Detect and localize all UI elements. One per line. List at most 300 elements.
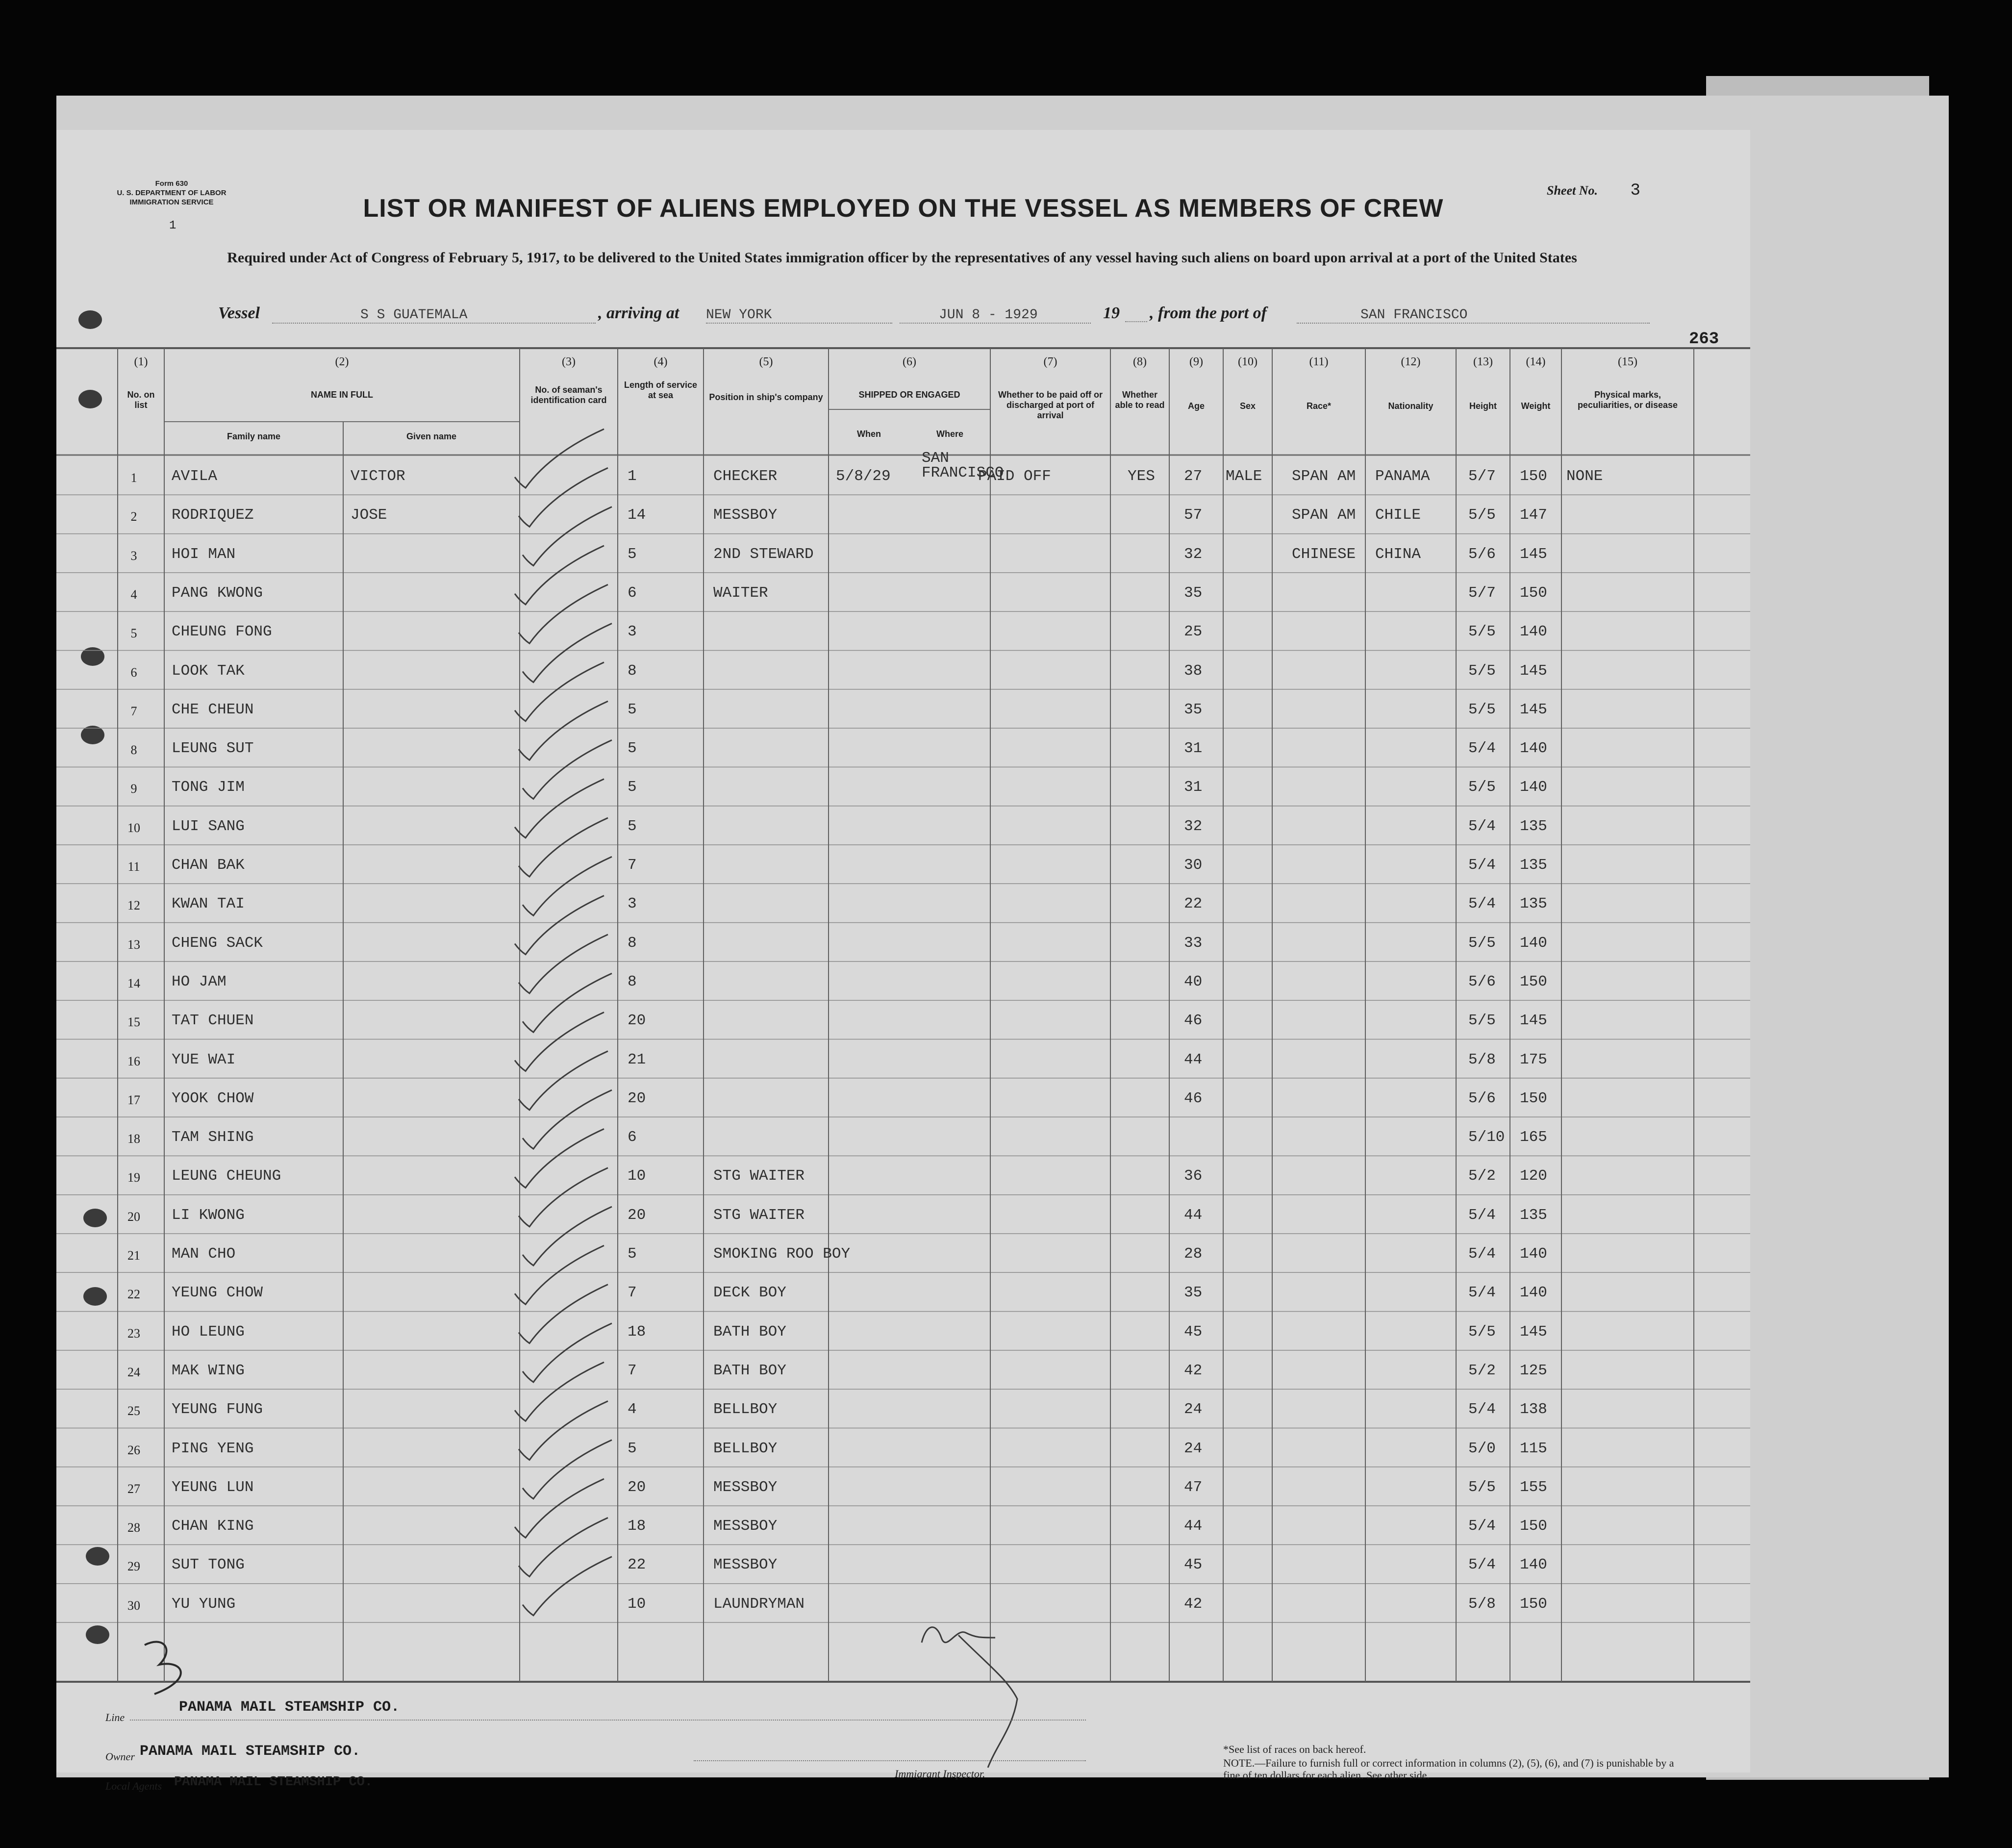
cell-service-length: 4 xyxy=(628,1401,637,1418)
page-number: 263 xyxy=(1689,330,1719,349)
header-nationality: Nationality xyxy=(1388,401,1434,411)
check-mark xyxy=(519,468,608,527)
cell-height: 5/7 xyxy=(1468,468,1496,485)
cell-weight: 140 xyxy=(1520,1245,1547,1263)
cell-weight: 150 xyxy=(1520,973,1547,990)
cell-age: 27 xyxy=(1184,468,1203,485)
cell-height: 5/4 xyxy=(1468,857,1496,874)
cell-age: 44 xyxy=(1184,1051,1203,1068)
header-no-on-list: No. on list xyxy=(127,390,155,410)
cell-row-number: 6 xyxy=(130,665,137,680)
cell-position: LAUNDRYMAN xyxy=(713,1595,805,1613)
cell-family-name: TAM SHING xyxy=(172,1129,254,1146)
cell-weight: 145 xyxy=(1520,1323,1547,1341)
cell-family-name: LI KWONG xyxy=(172,1206,245,1224)
manifest-sheet xyxy=(56,130,1750,1792)
cell-family-name: YEUNG LUN xyxy=(172,1478,254,1496)
cell-height: 5/10 xyxy=(1468,1129,1505,1146)
cell-age: 35 xyxy=(1184,701,1203,718)
header-able-read: Whether able to read xyxy=(1115,390,1165,410)
cell-height: 5/5 xyxy=(1468,506,1496,524)
cell-weight: 140 xyxy=(1520,623,1547,641)
cell-service-length: 5 xyxy=(628,1440,637,1457)
cell-age: 45 xyxy=(1184,1323,1203,1341)
cell-row-number: 22 xyxy=(127,1287,140,1302)
cell-weight: 145 xyxy=(1520,701,1547,718)
cell-age: 45 xyxy=(1184,1556,1203,1574)
cell-weight: 140 xyxy=(1520,779,1547,796)
check-mark xyxy=(523,1207,612,1266)
cell-service-length: 20 xyxy=(628,1206,646,1224)
colnum-14: (14) xyxy=(1526,355,1546,368)
cell-age: 46 xyxy=(1184,1089,1203,1107)
cell-family-name: RODRIQUEZ xyxy=(172,506,254,524)
form-number: Form 630 xyxy=(155,179,188,188)
cell-service-length: 21 xyxy=(628,1051,646,1068)
cell-family-name: CHE CHEUN xyxy=(172,701,254,718)
cell-height: 5/6 xyxy=(1468,973,1496,990)
inspector-line xyxy=(694,1760,1086,1761)
service: IMMIGRATION SERVICE xyxy=(129,198,214,206)
check-mark xyxy=(519,1051,608,1110)
inspector-signature xyxy=(922,1627,1017,1768)
check-mark xyxy=(523,507,612,566)
cell-height: 5/5 xyxy=(1468,779,1496,796)
cell-family-name: PING YENG xyxy=(172,1440,254,1457)
cell-height: 5/4 xyxy=(1468,1556,1496,1574)
colnum-1: (1) xyxy=(134,355,148,368)
cell-height: 5/5 xyxy=(1468,934,1496,952)
cell-weight: 135 xyxy=(1520,1206,1547,1224)
cell-age: 46 xyxy=(1184,1012,1203,1030)
cell-family-name: YUE WAI xyxy=(172,1051,236,1068)
cell-family-name: CHENG SACK xyxy=(172,934,263,952)
colnum-15: (15) xyxy=(1618,355,1637,368)
check-mark xyxy=(519,701,608,760)
header-race: Race* xyxy=(1306,401,1332,411)
header-when: When xyxy=(857,429,881,439)
colnum-13: (13) xyxy=(1473,355,1493,368)
cell-row-number: 27 xyxy=(127,1481,140,1496)
cell-row-number: 15 xyxy=(127,1015,140,1030)
cell-row-number: 13 xyxy=(127,937,140,952)
check-mark xyxy=(519,1285,608,1343)
cell-family-name: LEUNG SUT xyxy=(172,740,254,758)
cell-paid-off: PAID OFF xyxy=(978,468,1051,485)
cell-position: BATH BOY xyxy=(713,1323,786,1341)
cell-weight: 155 xyxy=(1520,1478,1547,1496)
cell-family-name: AVILA xyxy=(172,468,218,485)
check-mark xyxy=(515,546,604,605)
cell-age: 44 xyxy=(1184,1518,1203,1535)
cell-when: 5/8/29 xyxy=(836,468,891,485)
cell-service-length: 1 xyxy=(628,468,637,485)
cell-nationality: CHINA xyxy=(1375,545,1421,563)
cell-height: 5/7 xyxy=(1468,584,1496,602)
cell-weight: 175 xyxy=(1520,1051,1547,1068)
cell-weight: 125 xyxy=(1520,1362,1547,1379)
check-mark xyxy=(519,1168,608,1227)
cell-where: SAN FRANCISCO xyxy=(922,450,1004,481)
cell-row-number: 10 xyxy=(127,820,140,835)
cell-service-length: 20 xyxy=(628,1089,646,1107)
cell-age: 31 xyxy=(1184,779,1203,796)
cell-family-name: SUT TONG xyxy=(172,1556,245,1574)
cell-height: 5/6 xyxy=(1468,545,1496,563)
cell-height: 5/5 xyxy=(1468,1012,1496,1030)
cell-weight: 135 xyxy=(1520,895,1547,913)
line-value: PANAMA MAIL STEAMSHIP CO. xyxy=(179,1699,400,1716)
cell-position: MESSBOY xyxy=(713,1478,778,1496)
cell-position: WAITER xyxy=(713,584,768,602)
cell-family-name: YEUNG FUNG xyxy=(172,1401,263,1418)
check-mark xyxy=(515,662,604,721)
note-text: NOTE.—Failure to furnish full or correct information in columns (2), (5), (6), and (7) is punishable by a fine of ten dollars for each alien. See other side. xyxy=(1223,1757,1674,1781)
colnum-3: (3) xyxy=(562,355,576,368)
header-position: Position in ship's company xyxy=(709,392,823,402)
cell-weight: 150 xyxy=(1520,1089,1547,1107)
cell-row-number: 20 xyxy=(127,1209,140,1224)
cell-height: 5/5 xyxy=(1468,701,1496,718)
agents-value: PANAMA MAIL STEAMSHIP CO. xyxy=(174,1775,373,1790)
header-sex: Sex xyxy=(1239,401,1256,411)
cell-family-name: HO JAM xyxy=(172,973,226,990)
cell-weight: 145 xyxy=(1520,545,1547,563)
cell-height: 5/2 xyxy=(1468,1167,1496,1185)
cell-service-length: 5 xyxy=(628,701,637,718)
cell-height: 5/5 xyxy=(1468,662,1496,680)
cell-service-length: 5 xyxy=(628,1245,637,1263)
from-port-value: SAN FRANCISCO xyxy=(1297,307,1650,324)
cell-age: 24 xyxy=(1184,1401,1203,1418)
cell-service-length: 6 xyxy=(628,584,637,602)
pencil-checkmarks xyxy=(56,130,1750,1772)
cell-row-number: 21 xyxy=(127,1248,140,1263)
cell-family-name: YEUNG CHOW xyxy=(172,1284,263,1302)
colnum-6: (6) xyxy=(903,355,916,368)
handwritten-mark xyxy=(145,1642,181,1694)
cell-service-length: 7 xyxy=(628,1362,637,1379)
department: U. S. DEPARTMENT OF LABOR xyxy=(117,189,226,197)
header-given-name: Given name xyxy=(406,431,457,441)
check-mark xyxy=(515,779,604,838)
vessel-value: S S GUATEMALA xyxy=(272,307,596,324)
check-mark xyxy=(523,1557,612,1616)
colnum-7: (7) xyxy=(1043,355,1057,368)
cell-height: 5/8 xyxy=(1468,1051,1496,1068)
cell-age: 30 xyxy=(1184,857,1203,874)
cell-age: 33 xyxy=(1184,934,1203,952)
cell-height: 5/4 xyxy=(1468,817,1496,835)
cell-row-number: 25 xyxy=(127,1404,140,1418)
check-mark xyxy=(523,624,612,683)
cell-weight: 120 xyxy=(1520,1167,1547,1185)
cell-service-length: 18 xyxy=(628,1323,646,1341)
cell-age: 35 xyxy=(1184,1284,1203,1302)
vessel-label: Vessel xyxy=(218,304,260,322)
cell-weight: 165 xyxy=(1520,1129,1547,1146)
check-mark xyxy=(523,740,612,799)
check-mark xyxy=(515,1129,604,1188)
cell-service-length: 6 xyxy=(628,1129,637,1146)
cell-height: 5/4 xyxy=(1468,895,1496,913)
header-id-card: No. of seaman's identification card xyxy=(530,385,607,405)
cell-family-name: MAK WING xyxy=(172,1362,245,1379)
cell-age: 42 xyxy=(1184,1595,1203,1613)
cell-position: SMOKING ROO BOY xyxy=(713,1245,851,1263)
line-underline xyxy=(130,1720,1086,1721)
cell-row-number: 30 xyxy=(127,1598,140,1613)
cell-given-name: JOSE xyxy=(351,506,387,524)
cell-service-length: 10 xyxy=(628,1595,646,1613)
cell-family-name: CHAN BAK xyxy=(172,857,245,874)
cell-service-length: 8 xyxy=(628,662,637,680)
cell-family-name: MAN CHO xyxy=(172,1245,236,1263)
cell-row-number: 1 xyxy=(130,471,137,485)
cell-age: 31 xyxy=(1184,740,1203,758)
cell-height: 5/4 xyxy=(1468,1245,1496,1263)
cell-service-length: 10 xyxy=(628,1167,646,1185)
cell-family-name: YOOK CHOW xyxy=(172,1089,254,1107)
cell-age: 32 xyxy=(1184,817,1203,835)
cell-age: 36 xyxy=(1184,1167,1203,1185)
cell-row-number: 24 xyxy=(127,1365,140,1379)
cell-age: 22 xyxy=(1184,895,1203,913)
cell-service-length: 5 xyxy=(628,545,637,563)
header-where: Where xyxy=(936,429,963,439)
cell-weight: 140 xyxy=(1520,1284,1547,1302)
arriving-label: , arriving at xyxy=(598,304,679,322)
from-label: , from the port of xyxy=(1150,304,1267,322)
cell-weight: 145 xyxy=(1520,1012,1547,1030)
cell-age: 24 xyxy=(1184,1440,1203,1457)
colnum-9: (9) xyxy=(1189,355,1203,368)
cell-service-length: 7 xyxy=(628,857,637,874)
cell-age: 25 xyxy=(1184,623,1203,641)
cell-weight: 150 xyxy=(1520,1595,1547,1613)
header-family-name: Family name xyxy=(226,431,281,441)
cell-family-name: KWAN TAI xyxy=(172,895,245,913)
cell-row-number: 3 xyxy=(130,548,137,563)
header-weight: Weight xyxy=(1521,401,1551,411)
check-mark xyxy=(523,857,612,915)
check-mark xyxy=(519,584,608,643)
cell-service-length: 3 xyxy=(628,895,637,913)
cell-height: 5/4 xyxy=(1468,1401,1496,1418)
cell-age: 42 xyxy=(1184,1362,1203,1379)
cell-service-length: 3 xyxy=(628,623,637,641)
cell-row-number: 23 xyxy=(127,1326,140,1341)
cell-position: BATH BOY xyxy=(713,1362,786,1379)
cell-height: 5/5 xyxy=(1468,1478,1496,1496)
cell-position: BELLBOY xyxy=(713,1401,778,1418)
cell-height: 5/2 xyxy=(1468,1362,1496,1379)
arriving-value: NEW YORK xyxy=(706,307,892,324)
check-mark xyxy=(519,935,608,993)
cell-family-name: TAT CHUEN xyxy=(172,1012,254,1030)
cell-height: 5/5 xyxy=(1468,623,1496,641)
check-mark xyxy=(523,1323,612,1382)
inspector-label: Immigrant Inspector. xyxy=(895,1768,985,1780)
cell-weight: 147 xyxy=(1520,506,1547,524)
cell-weight: 140 xyxy=(1520,934,1547,952)
cell-row-number: 14 xyxy=(127,976,140,990)
cell-age: 35 xyxy=(1184,584,1203,602)
cell-weight: 135 xyxy=(1520,817,1547,835)
agents-label: Local Agents xyxy=(105,1780,162,1792)
cell-service-length: 5 xyxy=(628,779,637,796)
cell-weight: 115 xyxy=(1520,1440,1547,1457)
cell-able-read: YES xyxy=(1128,468,1155,485)
cell-position: BELLBOY xyxy=(713,1440,778,1457)
check-mark xyxy=(523,973,612,1032)
owner-value: PANAMA MAIL STEAMSHIP CO. xyxy=(140,1743,361,1760)
cell-height: 5/4 xyxy=(1468,1206,1496,1224)
note-races: *See list of races on back hereof. xyxy=(1223,1743,1366,1755)
cell-service-length: 8 xyxy=(628,973,637,990)
cell-race: SPAN AM xyxy=(1292,506,1356,524)
cell-family-name: YU YUNG xyxy=(172,1595,236,1613)
cell-service-length: 20 xyxy=(628,1478,646,1496)
cell-race: CHINESE xyxy=(1292,545,1356,563)
cell-position: 2ND STEWARD xyxy=(713,545,814,563)
cell-family-name: LEUNG CHEUNG xyxy=(172,1167,281,1185)
cell-position: MESSBOY xyxy=(713,1518,778,1535)
cell-weight: 135 xyxy=(1520,857,1547,874)
header-shipped: SHIPPED OR ENGAGED xyxy=(858,390,960,400)
cell-weight: 150 xyxy=(1520,1518,1547,1535)
cell-row-number: 29 xyxy=(127,1559,140,1574)
cell-service-length: 5 xyxy=(628,817,637,835)
cell-height: 5/5 xyxy=(1468,1323,1496,1341)
cell-row-number: 12 xyxy=(127,898,140,913)
cell-position: CHECKER xyxy=(713,468,778,485)
cell-age: 40 xyxy=(1184,973,1203,990)
cell-family-name: HOI MAN xyxy=(172,545,236,563)
cell-family-name: HO LEUNG xyxy=(172,1323,245,1341)
cell-row-number: 19 xyxy=(127,1170,140,1185)
check-mark xyxy=(515,896,604,955)
header-length-service: Length of service at sea xyxy=(624,380,698,400)
cell-family-name: LUI SANG xyxy=(172,817,245,835)
header-height: Height xyxy=(1469,401,1497,411)
check-mark xyxy=(523,1090,612,1149)
cell-service-length: 18 xyxy=(628,1518,646,1535)
cell-nationality: CHILE xyxy=(1375,506,1421,524)
cell-service-length: 22 xyxy=(628,1556,646,1574)
cell-position: DECK BOY xyxy=(713,1284,786,1302)
cell-weight: 150 xyxy=(1520,584,1547,602)
check-mark xyxy=(515,1013,604,1071)
cell-nationality: PANAMA xyxy=(1375,468,1430,485)
cell-height: 5/6 xyxy=(1468,1089,1496,1107)
check-mark xyxy=(515,1362,604,1421)
sheet-value: 3 xyxy=(1630,181,1640,200)
arrival-date: JUN 8 - 1929 xyxy=(900,307,1091,324)
colnum-4: (4) xyxy=(654,355,668,368)
cell-service-length: 20 xyxy=(628,1012,646,1030)
check-mark xyxy=(523,1440,612,1499)
line-label: Line xyxy=(105,1711,125,1723)
cell-row-number: 17 xyxy=(127,1092,140,1107)
cell-age: 38 xyxy=(1184,662,1203,680)
cell-age: 57 xyxy=(1184,506,1203,524)
check-mark xyxy=(515,429,604,488)
cell-family-name: CHAN KING xyxy=(172,1518,254,1535)
colnum-8: (8) xyxy=(1133,355,1147,368)
cell-family-name: PANG KWONG xyxy=(172,584,263,602)
cell-row-number: 9 xyxy=(130,782,137,796)
cell-row-number: 26 xyxy=(127,1443,140,1457)
check-mark xyxy=(515,1245,604,1304)
cell-age: 44 xyxy=(1184,1206,1203,1224)
cell-service-length: 7 xyxy=(628,1284,637,1302)
cell-row-number: 11 xyxy=(127,860,140,874)
cell-height: 5/4 xyxy=(1468,740,1496,758)
colnum-2: (2) xyxy=(335,355,349,368)
page-subtitle: Required under Act of Congress of February 5, 1917, to be delivered to the United States immigration officer by the representatives of any vessel having such aliens on board upon arrival at a port of the United States xyxy=(227,250,1577,266)
cell-service-length: 5 xyxy=(628,740,637,758)
cell-given-name: VICTOR xyxy=(351,468,405,485)
cell-family-name: LOOK TAK xyxy=(172,662,245,680)
cell-service-length: 14 xyxy=(628,506,646,524)
cell-race: SPAN AM xyxy=(1292,468,1356,485)
cell-row-number: 2 xyxy=(130,509,137,524)
cell-weight: 150 xyxy=(1520,468,1547,485)
check-mark xyxy=(519,818,608,877)
cell-weight: 140 xyxy=(1520,1556,1547,1574)
cell-row-number: 28 xyxy=(127,1520,140,1535)
colnum-10: (10) xyxy=(1238,355,1258,368)
year-label: 19 xyxy=(1103,304,1120,322)
colnum-5: (5) xyxy=(759,355,773,368)
cell-position: STG WAITER xyxy=(713,1206,805,1224)
page-title: LIST OR MANIFEST OF ALIENS EMPLOYED ON THE VESSEL AS MEMBERS OF CREW xyxy=(363,194,1444,223)
cell-position: MESSBOY xyxy=(713,506,778,524)
colnum-12: (12) xyxy=(1401,355,1421,368)
check-mark xyxy=(519,1518,608,1576)
cell-family-name: CHEUNG FONG xyxy=(172,623,272,641)
cell-weight: 140 xyxy=(1520,740,1547,758)
margin-mark: 1 xyxy=(169,219,176,232)
sheet-label: Sheet No. xyxy=(1547,183,1598,198)
cell-height: 5/4 xyxy=(1468,1518,1496,1535)
header-name-in-full: NAME IN FULL xyxy=(311,390,373,400)
cell-position: STG WAITER xyxy=(713,1167,805,1185)
cell-family-name: TONG JIM xyxy=(172,779,245,796)
cell-height: 5/0 xyxy=(1468,1440,1496,1457)
cell-sex: MALE xyxy=(1226,468,1262,485)
check-mark xyxy=(519,1401,608,1460)
check-mark xyxy=(515,1479,604,1538)
cell-service-length: 8 xyxy=(628,934,637,952)
cell-age: 32 xyxy=(1184,545,1203,563)
cell-position: MESSBOY xyxy=(713,1556,778,1574)
cell-height: 5/4 xyxy=(1468,1284,1496,1302)
cell-weight: 138 xyxy=(1520,1401,1547,1418)
cell-weight: 145 xyxy=(1520,662,1547,680)
cell-age: 47 xyxy=(1184,1478,1203,1496)
header-physical: Physical marks, peculiarities, or disease xyxy=(1577,390,1678,410)
colnum-11: (11) xyxy=(1309,355,1329,368)
cell-row-number: 18 xyxy=(127,1132,140,1146)
owner-label: Owner xyxy=(105,1750,135,1763)
cell-height: 5/8 xyxy=(1468,1595,1496,1613)
cell-row-number: 8 xyxy=(130,743,137,758)
cell-row-number: 4 xyxy=(130,587,137,602)
cell-row-number: 5 xyxy=(130,626,137,641)
cell-row-number: 7 xyxy=(130,704,137,718)
